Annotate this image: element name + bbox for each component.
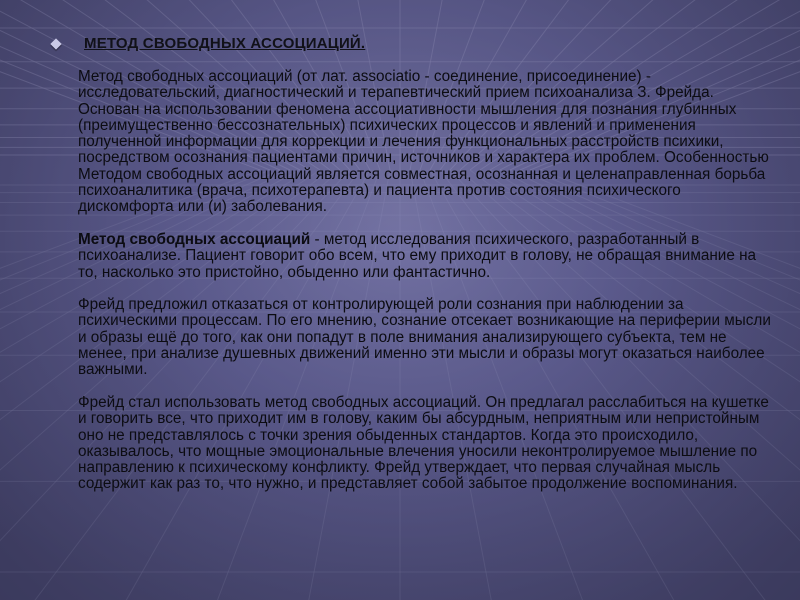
slide-heading: МЕТОД СВОБОДНЫХ АССОЦИАЦИЙ. (84, 35, 366, 52)
paragraph-gap (78, 216, 778, 232)
slide-body (78, 69, 778, 493)
paragraph-definition: Метод свободных ассоциаций (от лат. associatio - соединение, присоединение) - исследовательский, диагностический и терапевтический прием психоанализа З. Фрейда. Основан на использовании феномена ассоциативности мышления для познания глубинных (преимущественно бессознательных) психических процессов и явлений и применения полученной информации для коррекции и лечения функциональных расстройств психики, посредством осознания пациентами причин, источников и характера их проблем. Особенностью Методом свободных ассоциаций является совместная, осознанная и целенаправленная борьба психоаналитика (врача, психотерапевта) и пациента против состояния психического дискомфорта или (и) заболевания. (78, 68, 769, 216)
paragraph-freud-proposal: Фрейд предложил отказаться от контролирующей роли сознания при наблюдении за психическими процессам. По его мнению, сознание отсекает возникающие на периферии мысли и образы ещё до того, как они попадут в поле внимания анализирующего субъекта, тем не менее, при анализе душевных движений именно эти мысли и образы могут оказаться наиболее важными. (78, 296, 771, 379)
term-description: - метод исследования психического, разработанный в психоанализе. Пациент говорит обо всем, что ему приходит в голову, не обращая внимание на то, насколько это пристойно, обыденно или фантастично. (78, 230, 757, 281)
paragraph-freud-practice: Фрейд стал использовать метод свободных ассоциаций. Он предлагал расслабиться на кушетке и говорить все, что приходит им в голову, каким бы абсурдным, неприятным или непристойным оно не представлялось с точки зрения обыденных стандартов. Когда это происходило, оказывалось, что мощные эмоциональные влечения уносили неконтролируемое мышление по направлению к психическому конфликту. Фрейд утверждает, что первая случайная мысль содержит как раз то, что нужно, и представляет собой забытое продолжение воспоминания. (78, 393, 769, 493)
paragraph-gap (78, 379, 778, 395)
paragraph-method (78, 232, 778, 281)
paragraph-gap (78, 281, 778, 297)
diamond-bullet-icon (50, 38, 61, 49)
term-highlight: Метод свободных ассоциаций (78, 230, 311, 248)
